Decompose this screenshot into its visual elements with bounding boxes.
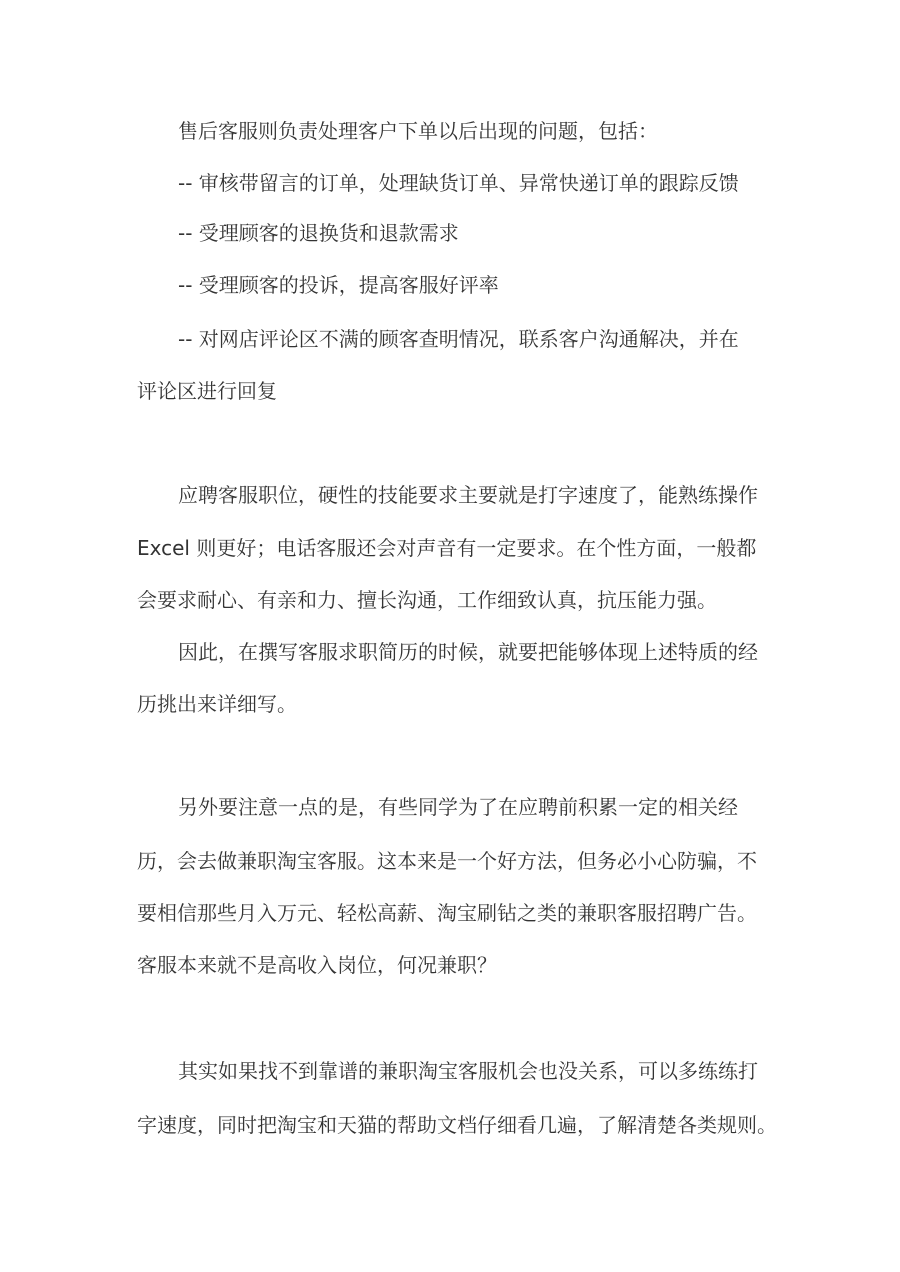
- paragraph-line: 其实如果找不到靠谱的兼职淘宝客服机会也没关系，可以多练练打: [178, 1059, 758, 1083]
- paragraph-line: Excel 则更好；电话客服还会对声音有一定要求。在个性方面，一般都: [137, 536, 757, 560]
- paragraph-line: 历挑出来详细写。: [137, 692, 297, 716]
- paragraph-line: 另外要注意一点的是，有些同学为了在应聘前积累一定的相关经: [178, 795, 738, 819]
- paragraph-line: 字速度，同时把淘宝和天猫的帮助文档仔细看几遍，了解清楚各类规则。: [137, 1113, 777, 1137]
- paragraph-line: 应聘客服职位，硬性的技能要求主要就是打字速度了，能熟练操作: [178, 483, 758, 507]
- paragraph-line: 客服本来就不是高收入岗位，何况兼职？: [137, 953, 497, 977]
- paragraph-line: 历，会去做兼职淘宝客服。这本来是一个好方法，但务必小心防骗，不: [137, 849, 757, 873]
- list-item-line: -- 对网店评论区不满的顾客查明情况，联系客户沟通解决，并在: [178, 327, 739, 351]
- list-item-line: -- 受理顾客的退换货和退款需求: [178, 221, 459, 245]
- paragraph-line: 售后客服则负责处理客户下单以后出现的问题，包括：: [178, 119, 658, 143]
- list-item-line: -- 受理顾客的投诉，提高客服好评率: [178, 273, 499, 297]
- paragraph-line: 因此，在撰写客服求职简历的时候，就要把能够体现上述特质的经: [178, 640, 758, 664]
- paragraph-line: 会要求耐心、有亲和力、擅长沟通，工作细致认真，抗压能力强。: [137, 588, 717, 612]
- paragraph-line: 要相信那些月入万元、轻松高薪、淘宝刷钻之类的兼职客服招聘广告。: [137, 901, 757, 925]
- list-item-continuation: 评论区进行回复: [137, 379, 277, 403]
- list-item-line: -- 审核带留言的订单，处理缺货订单、异常快递订单的跟踪反馈: [178, 171, 739, 195]
